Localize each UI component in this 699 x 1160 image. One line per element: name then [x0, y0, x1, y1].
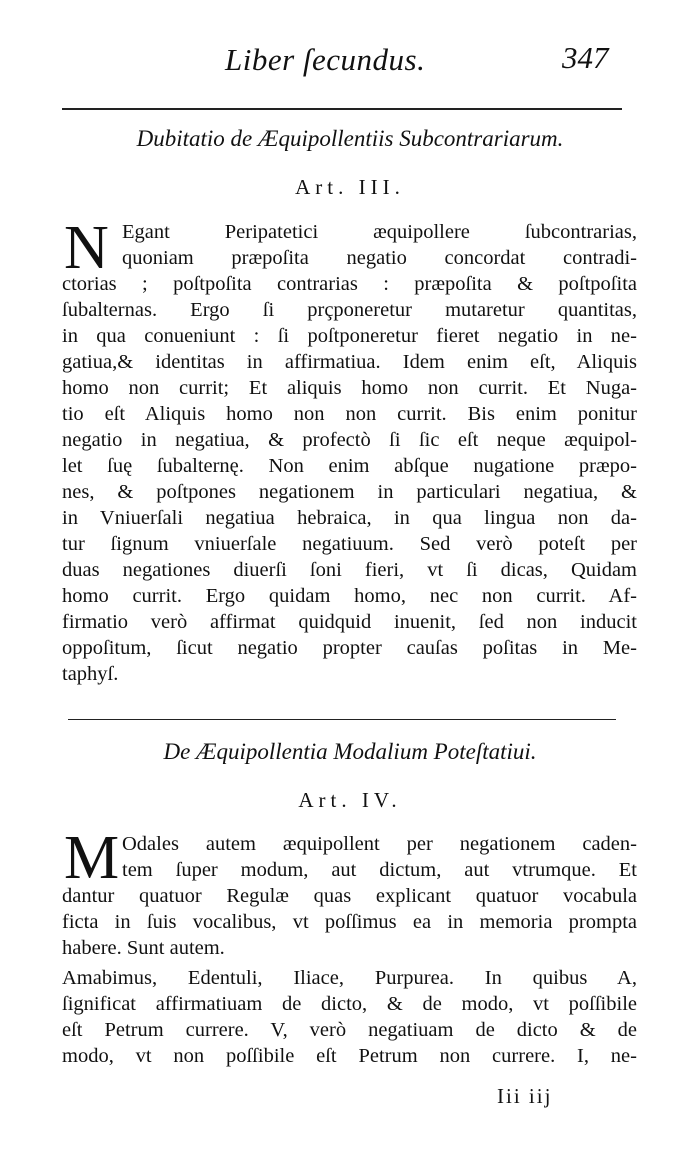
page-number: 347 — [562, 40, 609, 75]
text-line: tio eſt Aliquis homo non non currit. Bis enim ponitur — [62, 403, 637, 425]
text-line: homo currit. Ergo quidam homo, nec non currit. Af- — [62, 585, 637, 607]
running-title: Liber ſecundus. — [225, 42, 426, 77]
dropcap-2: M — [64, 824, 120, 892]
text-line: dantur quatuor Regulæ quas explicant quatuor vocabula — [62, 885, 637, 907]
text-line: ſubalternas. Ergo ſi prçponeretur mutaretur quantitas, — [62, 299, 637, 321]
text-line: Odales autem æquipollent per negationem caden- — [122, 833, 637, 855]
text-line: oppoſitum, ſicut negatio propter cauſas poſitas in Me- — [62, 637, 637, 659]
article-label-2: Art. IV. — [298, 788, 402, 812]
text-line: in qua conueniunt : ſi poſtponeretur fieret negatio in ne- — [62, 325, 637, 347]
text-line: quoniam præpoſita negatio concordat contradi- — [122, 247, 637, 269]
article-label-1: Art. III. — [295, 175, 405, 199]
section-divider-rule — [68, 719, 616, 720]
text-line: ſignificat affirmatiuam de dicto, & de modo, vt poſſibile — [62, 993, 637, 1015]
text-line: taphyſ. — [62, 663, 119, 685]
text-line: let ſuę ſubalternę. Non enim abſque nugatione præpo- — [62, 455, 637, 477]
text-line: Egant Peripatetici æquipollere ſubcontrarias, — [122, 221, 637, 243]
text-line: gatiua,& identitas in affirmatiua. Idem enim eſt, Aliquis — [62, 351, 637, 373]
text-line: ctorias ; poſtpoſita contrarias : præpoſita & poſtpoſita — [62, 273, 637, 295]
text-line: habere. Sunt autem. — [62, 937, 225, 959]
text-line: ficta in ſuis vocalibus, vt poſſimus ea in memoria prompta — [62, 911, 637, 933]
running-head — [0, 38, 699, 88]
text-line: homo non currit; Et aliquis homo non currit. Et Nuga- — [62, 377, 637, 399]
text-line: negatio in negatiua, & profectò ſi ſic eſt neque æquipol- — [62, 429, 637, 451]
text-line: nes, & poſtpones negationem in particulari negatiua, & — [62, 481, 637, 503]
text-line: Amabimus, Edentuli, Iliace, Purpurea. In quibus A, — [62, 967, 637, 989]
text-line: modo, vt non poſſibile eſt Petrum non currere. I, ne- — [62, 1045, 637, 1067]
section-heading-1: Dubitatio de Æquipollentiis Subcontrariarum. — [136, 126, 564, 151]
text-line: duas negationes diuerſi ſoni fieri, vt ſi dicas, Quidam — [62, 559, 637, 581]
text-line: in Vniuerſali negatiua hebraica, in qua lingua non da- — [62, 507, 637, 529]
text-line: firmatio verò affirmat quidquid inuenit, ſed non inducit — [62, 611, 637, 633]
text-line: tem ſuper modum, aut dictum, aut vtrumque. Et — [122, 859, 637, 881]
dropcap-1: N — [64, 214, 109, 282]
signature-mark: Iii iij — [497, 1084, 553, 1108]
section-heading-2: De Æquipollentia Modalium Poteſtatiui. — [163, 739, 537, 764]
text-line: eſt Petrum currere. V, verò negatiuam de dicto & de — [62, 1019, 637, 1041]
text-line: tur ſignum vniuerſale negatiuum. Sed verò poteſt per — [62, 533, 637, 555]
header-rule — [62, 108, 622, 110]
